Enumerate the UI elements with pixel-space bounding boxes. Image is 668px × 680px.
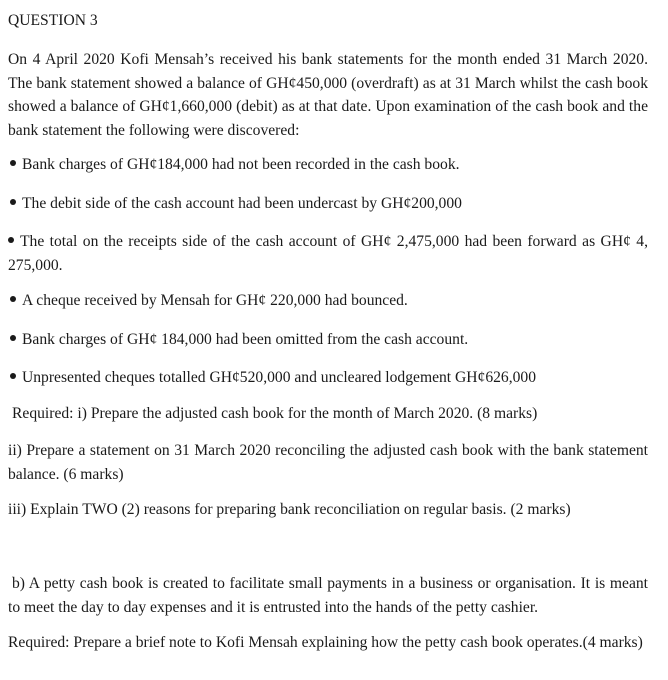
discovery-item	[10, 292, 408, 310]
bullet-icon	[10, 199, 16, 205]
discovery-text: The total on the receipts side of the cash account of GH¢ 2,475,000 had been forward as GH¢ 4, 275,000.	[8, 233, 648, 274]
discovery-text: Unpresented cheques totalled GH¢520,000 and uncleared lodgement GH¢626,000	[22, 369, 537, 386]
required-ii: ii) Prepare a statement on 31 March 2020 reconciling the adjusted cash book with the bank statement balance. (6 marks)	[8, 442, 648, 483]
discovery-item	[8, 230, 648, 277]
discovery-item	[10, 369, 536, 387]
discovery-text: A cheque received by Mensah for GH¢ 220,000 had bounced.	[22, 292, 408, 309]
bullet-icon	[10, 373, 16, 379]
bullet-icon	[10, 335, 16, 341]
intro-paragraph: On 4 April 2020 Kofi Mensah’s received his bank statements for the month ended 31 March 2020. The bank statement showed a balance of GH¢450,000 (overdraft) as at 31 March whilst the cash book showed a balance of GH¢1,660,000 (debit) as at that date. Upon examination of the cash book and the bank statement the following were discovered:	[8, 51, 648, 139]
bullet-icon	[10, 160, 16, 166]
required-b: Required: Prepare a brief note to Kofi Mensah explaining how the petty cash book operates.(4 marks)	[8, 634, 643, 651]
question-title: QUESTION 3	[8, 12, 98, 29]
required-iii: iii) Explain TWO (2) reasons for preparing bank reconciliation on regular basis. (2 marks)	[8, 501, 571, 518]
discovery-text: Bank charges of GH¢184,000 had not been recorded in the cash book.	[22, 156, 460, 173]
discovery-text: Bank charges of GH¢ 184,000 had been omitted from the cash account.	[22, 331, 469, 348]
discovery-item	[10, 156, 460, 174]
discovery-item	[10, 331, 468, 349]
part-b-paragraph: b) A petty cash book is created to facilitate small payments in a business or organisation. It is meant to meet the day to day expenses and it is entrusted into the hands of the petty cashier.	[8, 575, 648, 616]
discovery-item	[10, 195, 462, 213]
bullet-icon	[10, 296, 16, 302]
discovery-text: The debit side of the cash account had been undercast by GH¢200,000	[22, 195, 462, 212]
required-i: Required: i) Prepare the adjusted cash book for the month of March 2020. (8 marks)	[12, 405, 538, 422]
bullet-icon	[8, 237, 14, 243]
